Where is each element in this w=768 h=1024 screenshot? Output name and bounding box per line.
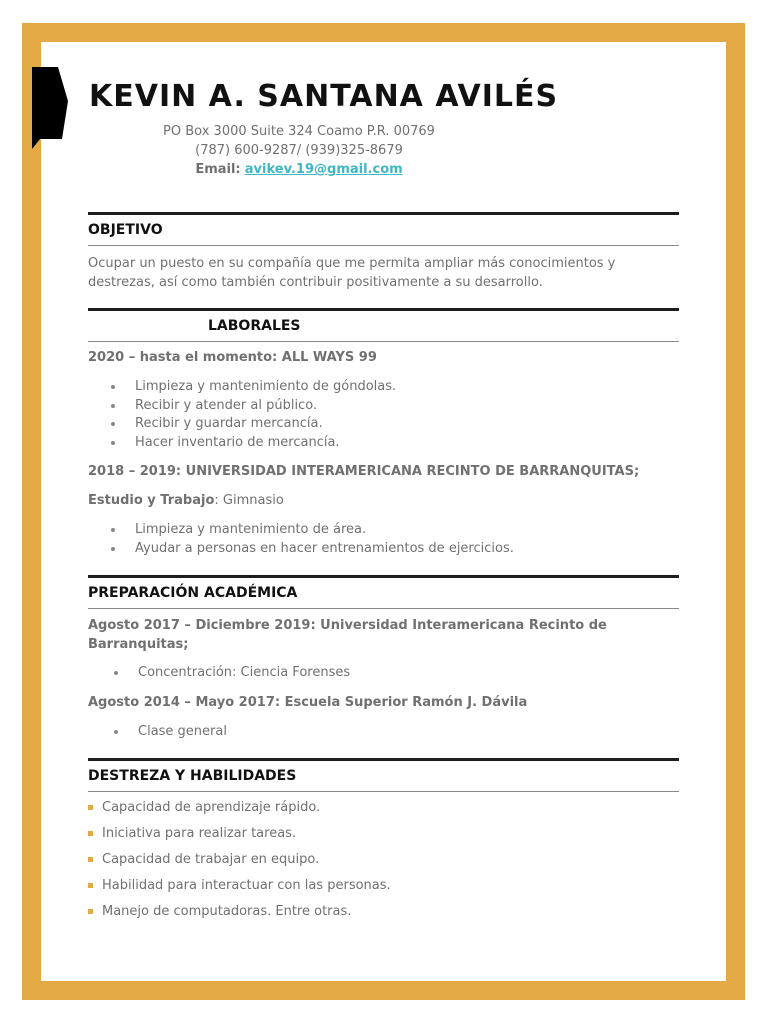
section-academica: [88, 575, 679, 750]
bullet-dot-icon: [114, 730, 118, 734]
section-rule-top: [88, 212, 679, 215]
edu-heading-universidad: Agosto 2017 – Diciembre 2019: Universidad Interamericana Recinto de Barranquitas;: [88, 618, 607, 652]
list-item: Clase general: [138, 723, 227, 742]
section-rule-bottom: [88, 791, 679, 792]
list-item: Concentración: Ciencia Forenses: [138, 664, 350, 683]
section-rule-bottom: [88, 608, 679, 609]
square-bullet-icon: [88, 857, 93, 862]
section-objetivo: [88, 212, 679, 292]
section-rule-bottom: [88, 341, 679, 342]
list-item: Capacidad de aprendizaje rápido.: [88, 795, 391, 821]
bullet-dot-icon: [111, 385, 115, 389]
section-title-objetivo: OBJETIVO: [88, 222, 163, 238]
job-heading-universidad: 2018 – 2019: UNIVERSIDAD INTERAMERICANA RECINTO DE BARRANQUITAS;: [88, 464, 640, 479]
email-line: [89, 160, 509, 179]
list-item: Limpieza y mantenimiento de góndolas.: [135, 378, 396, 397]
section-destrezas: [88, 758, 679, 933]
section-title-academica: PREPARACIÓN ACADÉMICA: [88, 585, 298, 601]
list-item: Habilidad para interactuar con las personas.: [88, 873, 391, 899]
list-item: Limpieza y mantenimiento de área.: [135, 521, 514, 540]
section-rule-bottom: [88, 245, 679, 246]
bullet-dot-icon: [111, 404, 115, 408]
square-bullet-icon: [88, 831, 93, 836]
address: PO Box 3000 Suite 324 Coamo P.R. 00769: [163, 124, 435, 139]
section-rule-top: [88, 758, 679, 761]
bullet-dot-icon: [111, 441, 115, 445]
job-role-label: Estudio y Trabajo: [88, 493, 215, 508]
candidate-name: KEVIN A. SANTANA AVILÉS: [89, 79, 559, 114]
section-rule-top: [88, 308, 679, 311]
edu-item-list: [138, 664, 350, 683]
section-title-destrezas: DESTREZA Y HABILIDADES: [88, 768, 297, 784]
header-tab-marker: [32, 67, 68, 149]
bullet-dot-icon: [111, 422, 115, 426]
square-bullet-icon: [88, 883, 93, 888]
list-item: Manejo de computadoras. Entre otras.: [88, 899, 391, 925]
contact-block: [89, 122, 509, 179]
list-item: Iniciativa para realizar tareas.: [88, 821, 391, 847]
bullet-dot-icon: [114, 671, 118, 675]
square-bullet-icon: [88, 805, 93, 810]
square-bullet-icon: [88, 909, 93, 914]
email-link[interactable]: avikev.19@gmail.com: [244, 162, 403, 177]
bullet-dot-icon: [111, 547, 115, 551]
list-item: Capacidad de trabajar en equipo.: [88, 847, 391, 873]
list-item: Recibir y guardar mercancía.: [135, 415, 396, 434]
job-role-value: : Gimnasio: [214, 493, 284, 508]
edu-item-list: [138, 723, 227, 742]
list-item: Hacer inventario de mercancía.: [135, 434, 396, 453]
skills-list: [88, 795, 391, 925]
bullet-dot-icon: [111, 528, 115, 532]
edu-heading-escuela: Agosto 2014 – Mayo 2017: Escuela Superior Ramón J. Dávila: [88, 695, 528, 710]
job-heading-all-ways: 2020 – hasta el momento: ALL WAYS 99: [88, 350, 377, 365]
section-rule-top: [88, 575, 679, 578]
section-title-laborales: LABORALES: [208, 318, 301, 334]
objetivo-text: Ocupar un puesto en su compañía que me permita ampliar más conocimientos y destrezas, así como también contribuir positivamente a su desarrollo.: [88, 256, 616, 290]
phone-numbers: (787) 600-9287/ (939)325-8679: [195, 143, 403, 158]
email-label: Email:: [195, 162, 241, 177]
section-laborales: [88, 308, 679, 568]
job-role: [88, 491, 284, 510]
job-task-list: [135, 378, 396, 452]
list-item: Recibir y atender al público.: [135, 397, 396, 416]
list-item: Ayudar a personas en hacer entrenamientos de ejercicios.: [135, 540, 514, 559]
job-task-list: [135, 521, 514, 558]
